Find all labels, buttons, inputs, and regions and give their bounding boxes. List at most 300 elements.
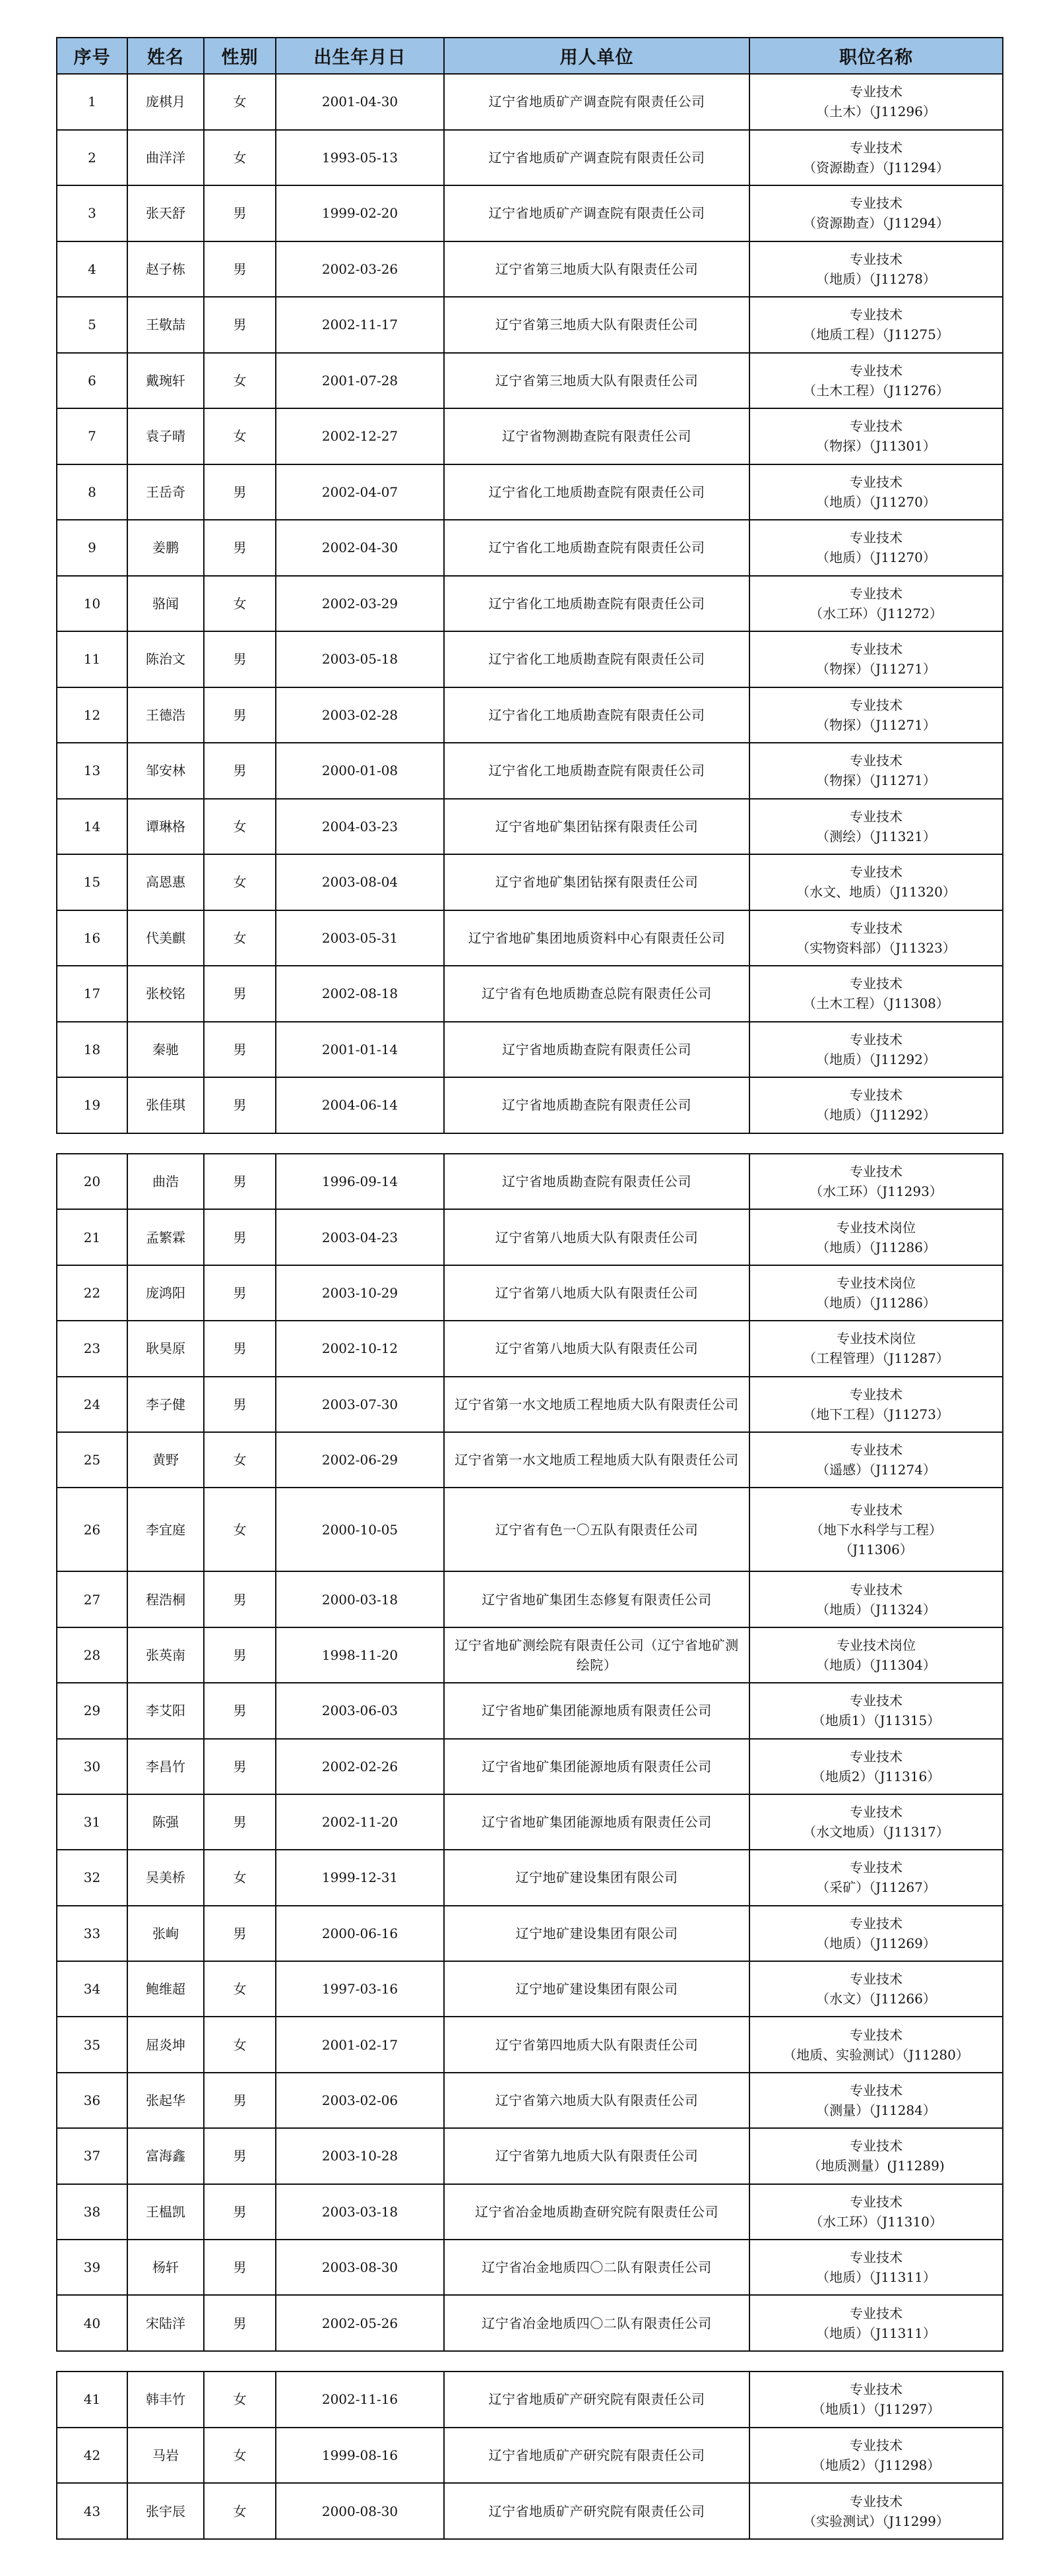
- position-title-line1: 专业技术: [850, 474, 903, 490]
- position-title-line1: 专业技术: [850, 753, 903, 769]
- cell-dob: 2001-02-17: [276, 2017, 444, 2072]
- cell-position: [749, 464, 1003, 520]
- position-title-line2: （工程管理）（J11287）: [803, 1350, 949, 1367]
- cell-dob: 2002-08-18: [276, 966, 444, 1022]
- cell-gender: 男: [204, 743, 276, 799]
- cell-gender: 男: [204, 1377, 276, 1432]
- position-title-line2: （地质、实验测试）（J11280）: [783, 2046, 969, 2063]
- position-title-line2: （地质2）（J11316）: [811, 1768, 941, 1784]
- table-body-section-1: [57, 74, 1003, 1133]
- cell-dob: 2003-05-31: [276, 910, 444, 966]
- cell-name: 秦驰: [127, 1022, 204, 1078]
- cell-dob: 2002-03-26: [276, 241, 444, 298]
- cell-gender: 男: [204, 1209, 276, 1265]
- table-row: [57, 799, 1003, 855]
- cell-position: [749, 576, 1003, 632]
- table-header-row: [57, 38, 1003, 74]
- cell-name: 程浩桐: [127, 1571, 204, 1627]
- table-row: [57, 2372, 1003, 2428]
- cell-no: 28: [57, 1627, 127, 1683]
- table-row: [57, 854, 1003, 910]
- cell-position: [749, 1265, 1003, 1321]
- table-row: [57, 2240, 1003, 2295]
- cell-position: [749, 854, 1003, 910]
- cell-position: [749, 910, 1003, 966]
- position-title-line1: 专业技术: [850, 1031, 903, 1048]
- cell-dob: 2003-06-03: [276, 1683, 444, 1738]
- cell-gender: 男: [204, 520, 276, 576]
- cell-dob: 1996-09-14: [276, 1154, 444, 1209]
- position-title-line1: 专业技术: [850, 530, 903, 546]
- cell-position: [749, 743, 1003, 799]
- cell-employer: 辽宁省第八地质大队有限责任公司: [444, 1209, 749, 1265]
- cell-employer: 辽宁省地质矿产调查院有限责任公司: [444, 130, 749, 186]
- cell-position: [749, 353, 1003, 409]
- cell-no: 35: [57, 2017, 127, 2072]
- cell-employer: 辽宁省化工地质勘查院有限责任公司: [444, 576, 749, 632]
- position-title-line1: 专业技术: [850, 195, 903, 212]
- cell-gender: 男: [204, 1906, 276, 1961]
- cell-dob: 2002-05-26: [276, 2295, 444, 2350]
- position-title-line1: 专业技术: [850, 2381, 903, 2398]
- cell-position: [749, 2017, 1003, 2072]
- position-title-line2: （地质）（J11311）: [816, 2269, 936, 2286]
- cell-no: 3: [57, 185, 127, 241]
- cell-employer: 辽宁省第八地质大队有限责任公司: [444, 1321, 749, 1376]
- cell-employer: 辽宁省第三地质大队有限责任公司: [444, 241, 749, 298]
- cell-gender: 女: [204, 74, 276, 130]
- cell-no: 17: [57, 966, 127, 1022]
- cell-name: 黄野: [127, 1432, 204, 1488]
- position-title-line2: （土木）（J11296）: [816, 104, 936, 120]
- table-row: [57, 1739, 1003, 1794]
- table-row: [57, 1154, 1003, 1209]
- position-title-line1: 专业技术: [850, 1748, 903, 1765]
- position-title-line1: 专业技术: [850, 2026, 903, 2043]
- cell-employer: 辽宁省第四地质大队有限责任公司: [444, 2017, 749, 2072]
- cell-name: 赵子栋: [127, 241, 204, 298]
- position-title-line1: 专业技术: [850, 1693, 903, 1709]
- cell-no: 7: [57, 408, 127, 464]
- cell-dob: 2001-04-30: [276, 74, 444, 130]
- cell-dob: 1993-05-13: [276, 130, 444, 186]
- cell-dob: 1997-03-16: [276, 1961, 444, 2017]
- cell-employer: 辽宁省地矿集团地质资料中心有限责任公司: [444, 910, 749, 966]
- position-title-line2: （地质）（J11270）: [816, 550, 936, 566]
- cell-name: 韩丰竹: [127, 2372, 204, 2428]
- table-body-section-2: [57, 1154, 1003, 2351]
- cell-no: 16: [57, 910, 127, 966]
- cell-name: 杨轩: [127, 2240, 204, 2295]
- cell-position: [749, 1739, 1003, 1794]
- cell-no: 18: [57, 1022, 127, 1078]
- column-header-gender: 性别: [204, 38, 276, 74]
- position-title-line1: 专业技术: [850, 2193, 903, 2210]
- position-title-line1: 专业技术: [850, 1087, 903, 1104]
- cell-dob: 2000-06-16: [276, 1906, 444, 1961]
- table-row: [57, 74, 1003, 130]
- cell-gender: 女: [204, 2372, 276, 2428]
- cell-employer: 辽宁省地矿集团钻探有限责任公司: [444, 799, 749, 855]
- cell-position: [749, 799, 1003, 855]
- cell-employer: 辽宁省地质勘查院有限责任公司: [444, 1022, 749, 1078]
- cell-position: [749, 520, 1003, 576]
- position-title-line2: （地下水科学与工程）: [810, 1521, 942, 1538]
- cell-position: [749, 1961, 1003, 2017]
- cell-no: 2: [57, 130, 127, 186]
- cell-name: 鲍维超: [127, 1961, 204, 2017]
- position-title-line2: （地质）（J11286）: [816, 1239, 936, 1255]
- cell-position: [749, 1321, 1003, 1376]
- cell-position: [749, 966, 1003, 1022]
- position-title-line2: （土木工程）（J11276）: [803, 382, 949, 398]
- cell-gender: 男: [204, 241, 276, 298]
- cell-gender: 男: [204, 1265, 276, 1321]
- position-title-line2: （地质）（J11292）: [816, 1051, 936, 1067]
- cell-no: 29: [57, 1683, 127, 1738]
- cell-no: 19: [57, 1077, 127, 1133]
- position-title-line1: 专业技术: [850, 1915, 903, 1932]
- cell-position: [749, 297, 1003, 353]
- cell-employer: 辽宁省化工地质勘查院有限责任公司: [444, 464, 749, 520]
- position-title-line2: （地质）（J11278）: [816, 270, 936, 287]
- cell-no: 37: [57, 2128, 127, 2183]
- cell-name: 代美麒: [127, 910, 204, 966]
- position-title-line2: （土木工程）（J11308）: [803, 995, 949, 1012]
- position-title-line2: （测量）（J11284）: [816, 2102, 936, 2119]
- position-title-line1: 专业技术: [850, 920, 903, 936]
- cell-employer: 辽宁省地质矿产研究院有限责任公司: [444, 2428, 749, 2484]
- cell-employer: 辽宁省第八地质大队有限责任公司: [444, 1265, 749, 1321]
- cell-gender: 男: [204, 297, 276, 353]
- cell-gender: 男: [204, 631, 276, 687]
- cell-position: [749, 130, 1003, 186]
- cell-employer: 辽宁省地矿测绘院有限责任公司（辽宁省地矿测绘院）: [444, 1627, 749, 1683]
- cell-employer: 辽宁省化工地质勘查院有限责任公司: [444, 687, 749, 743]
- table-row: [57, 910, 1003, 966]
- position-title-line1: 专业技术: [850, 139, 903, 156]
- cell-employer: 辽宁省地质矿产研究院有限责任公司: [444, 2372, 749, 2428]
- position-title-line1: 专业技术: [850, 362, 903, 379]
- position-title-line1: 专业技术: [850, 697, 903, 713]
- table-body-section-3: [57, 2372, 1003, 2539]
- cell-no: 36: [57, 2073, 127, 2128]
- cell-position: [749, 2240, 1003, 2295]
- cell-name: 屈炎坤: [127, 2017, 204, 2072]
- cell-no: 27: [57, 1571, 127, 1627]
- cell-dob: 2002-04-07: [276, 464, 444, 520]
- cell-position: [749, 2372, 1003, 2428]
- cell-gender: 男: [204, 687, 276, 743]
- cell-employer: 辽宁省冶金地质勘查研究院有限责任公司: [444, 2184, 749, 2240]
- cell-no: 32: [57, 1850, 127, 1905]
- cell-dob: 2004-03-23: [276, 799, 444, 855]
- cell-dob: 2000-03-18: [276, 1571, 444, 1627]
- cell-gender: 女: [204, 1488, 276, 1571]
- cell-name: 张校铭: [127, 966, 204, 1022]
- cell-name: 李昌竹: [127, 1739, 204, 1794]
- position-title-line1: 专业技术: [850, 2249, 903, 2266]
- cell-employer: 辽宁省化工地质勘查院有限责任公司: [444, 743, 749, 799]
- table-row: [57, 1683, 1003, 1738]
- cell-name: 马岩: [127, 2428, 204, 2484]
- position-title-line1: 专业技术岗位: [837, 1274, 916, 1291]
- table-row: [57, 2295, 1003, 2350]
- cell-name: 吴美桥: [127, 1850, 204, 1905]
- position-title-line1: 专业技术: [850, 585, 903, 602]
- cell-name: 张宇辰: [127, 2483, 204, 2539]
- cell-employer: 辽宁省有色一〇五队有限责任公司: [444, 1488, 749, 1571]
- position-title-line1: 专业技术: [850, 1164, 903, 1180]
- cell-dob: 2002-10-12: [276, 1321, 444, 1376]
- cell-dob: 1998-11-20: [276, 1627, 444, 1683]
- cell-dob: 1999-08-16: [276, 2428, 444, 2484]
- cell-employer: 辽宁省地质勘查院有限责任公司: [444, 1077, 749, 1133]
- cell-position: [749, 631, 1003, 687]
- cell-employer: 辽宁省第一水文地质工程地质大队有限责任公司: [444, 1377, 749, 1432]
- position-title-line2: （水工环）（J11310）: [809, 2213, 943, 2230]
- cell-position: [749, 1432, 1003, 1488]
- position-title-line2: （物探）（J11271）: [816, 772, 936, 789]
- cell-dob: 2003-10-29: [276, 1265, 444, 1321]
- cell-position: [749, 1906, 1003, 1961]
- cell-dob: 2003-08-30: [276, 2240, 444, 2295]
- cell-employer: 辽宁省物测勘查院有限责任公司: [444, 408, 749, 464]
- cell-position: [749, 1209, 1003, 1265]
- cell-dob: 2004-06-14: [276, 1077, 444, 1133]
- position-title-line1: 专业技术: [850, 976, 903, 992]
- cell-gender: 女: [204, 2483, 276, 2539]
- cell-dob: 2001-01-14: [276, 1022, 444, 1078]
- table-row: [57, 1571, 1003, 1627]
- cell-name: 姜鹏: [127, 520, 204, 576]
- column-header-no: 序号: [57, 38, 127, 74]
- cell-dob: 2002-12-27: [276, 408, 444, 464]
- cell-dob: 2000-10-05: [276, 1488, 444, 1571]
- cell-employer: 辽宁省冶金地质四〇二队有限责任公司: [444, 2295, 749, 2350]
- table-row: [57, 966, 1003, 1022]
- cell-position: [749, 1850, 1003, 1905]
- cell-position: [749, 1627, 1003, 1683]
- table-row: [57, 408, 1003, 464]
- cell-dob: 2000-01-08: [276, 743, 444, 799]
- cell-dob: 2003-08-04: [276, 854, 444, 910]
- cell-employer: 辽宁省有色地质勘查总院有限责任公司: [444, 966, 749, 1022]
- cell-no: 4: [57, 241, 127, 298]
- cell-name: 谭琳格: [127, 799, 204, 855]
- cell-employer: 辽宁地矿建设集团有限公司: [444, 1850, 749, 1905]
- cell-gender: 女: [204, 854, 276, 910]
- table-row: [57, 2128, 1003, 2183]
- cell-name: 陈强: [127, 1794, 204, 1850]
- cell-employer: 辽宁地矿建设集团有限公司: [444, 1906, 749, 1961]
- position-title-line3: （J11306）: [839, 1541, 913, 1557]
- position-title-line1: 专业技术: [850, 864, 903, 881]
- cell-no: 26: [57, 1488, 127, 1571]
- cell-dob: 2002-11-17: [276, 297, 444, 353]
- position-title-line2: （水文地质）（J11317）: [803, 1824, 949, 1840]
- staff-table-section-2: [56, 1153, 1003, 2352]
- table-row: [57, 1432, 1003, 1488]
- cell-name: 邹安林: [127, 743, 204, 799]
- cell-gender: 女: [204, 2017, 276, 2072]
- cell-name: 王敬喆: [127, 297, 204, 353]
- cell-dob: 1999-12-31: [276, 1850, 444, 1905]
- table-row: [57, 1265, 1003, 1321]
- cell-gender: 男: [204, 1683, 276, 1738]
- cell-employer: 辽宁省第九地质大队有限责任公司: [444, 2128, 749, 2183]
- cell-name: 张天舒: [127, 185, 204, 241]
- position-title-line2: （测绘）（J11321）: [816, 828, 936, 844]
- position-title-line2: （地质1）（J11315）: [811, 1712, 941, 1729]
- cell-no: 22: [57, 1265, 127, 1321]
- cell-gender: 女: [204, 1961, 276, 2017]
- cell-name: 袁子晴: [127, 408, 204, 464]
- position-title-line1: 专业技术: [850, 2305, 903, 2321]
- cell-employer: 辽宁省地矿集团能源地质有限责任公司: [444, 1794, 749, 1850]
- cell-employer: 辽宁省化工地质勘查院有限责任公司: [444, 631, 749, 687]
- cell-dob: 2002-06-29: [276, 1432, 444, 1488]
- cell-dob: 2003-07-30: [276, 1377, 444, 1432]
- cell-no: 13: [57, 743, 127, 799]
- position-title-line1: 专业技术: [850, 1804, 903, 1821]
- position-title-line2: （资源勘查）（J11294）: [803, 215, 949, 232]
- table-row: [57, 1627, 1003, 1683]
- cell-no: 43: [57, 2483, 127, 2539]
- cell-no: 21: [57, 1209, 127, 1265]
- cell-name: 李子健: [127, 1377, 204, 1432]
- cell-gender: 女: [204, 408, 276, 464]
- cell-position: [749, 1488, 1003, 1571]
- table-row: [57, 185, 1003, 241]
- table-row: [57, 464, 1003, 520]
- cell-dob: 2002-04-30: [276, 520, 444, 576]
- position-title-line1: 专业技术: [850, 418, 903, 435]
- cell-gender: 男: [204, 2240, 276, 2295]
- position-title-line2: （地质2）（J11298）: [811, 2457, 941, 2474]
- cell-no: 38: [57, 2184, 127, 2240]
- cell-gender: 男: [204, 1571, 276, 1627]
- cell-position: [749, 1377, 1003, 1432]
- cell-name: 张佳琪: [127, 1077, 204, 1133]
- cell-dob: 1999-02-20: [276, 185, 444, 241]
- position-title-line1: 专业技术: [850, 307, 903, 323]
- position-title-line2: （实物资料部）（J11323）: [796, 939, 956, 956]
- cell-employer: 辽宁省地质矿产研究院有限责任公司: [444, 2483, 749, 2539]
- position-title-line1: 专业技术岗位: [837, 1331, 916, 1347]
- position-title-line2: （资源勘查）（J11294）: [803, 159, 949, 175]
- position-title-line1: 专业技术: [850, 1501, 903, 1518]
- position-title-line2: （地下工程）（J11273）: [803, 1406, 949, 1422]
- table-row: [57, 1377, 1003, 1432]
- column-header-dob: 出生年月日: [276, 38, 444, 74]
- table-row: [57, 241, 1003, 298]
- table-row: [57, 2428, 1003, 2484]
- position-title-line1: 专业技术: [850, 251, 903, 267]
- cell-no: 12: [57, 687, 127, 743]
- cell-gender: 男: [204, 1739, 276, 1794]
- cell-name: 庞棋月: [127, 74, 204, 130]
- cell-gender: 女: [204, 799, 276, 855]
- position-title-line1: 专业技术: [850, 1581, 903, 1598]
- position-title-line2: （地质1）（J11297）: [811, 2401, 941, 2418]
- position-title-line1: 专业技术: [850, 2083, 903, 2099]
- column-header-position: 职位名称: [749, 38, 1003, 74]
- cell-position: [749, 1154, 1003, 1209]
- position-title-line2: （地质）（J11269）: [816, 1935, 936, 1951]
- cell-name: 张英南: [127, 1627, 204, 1683]
- cell-dob: 2002-11-20: [276, 1794, 444, 1850]
- table-row: [57, 687, 1003, 743]
- table-row: [57, 130, 1003, 186]
- cell-dob: 2003-02-28: [276, 687, 444, 743]
- cell-gender: 男: [204, 1077, 276, 1133]
- position-title-line1: 专业技术: [850, 84, 903, 100]
- position-title-line2: （地质）（J11286）: [816, 1294, 936, 1311]
- position-title-line1: 专业技术: [850, 2437, 903, 2454]
- cell-position: [749, 2295, 1003, 2350]
- position-title-line2: （地质）（J11311）: [816, 2325, 936, 2341]
- position-title-line2: （地质）（J11292）: [816, 1107, 936, 1123]
- staff-table-section-1: [56, 37, 1003, 1134]
- cell-employer: 辽宁省地矿集团能源地质有限责任公司: [444, 1739, 749, 1794]
- position-title-line2: （实验测试）（J11299）: [803, 2513, 949, 2529]
- cell-gender: 女: [204, 130, 276, 186]
- cell-dob: 2003-04-23: [276, 1209, 444, 1265]
- cell-no: 39: [57, 2240, 127, 2295]
- position-title-line2: （遥感）（J11274）: [816, 1462, 936, 1478]
- cell-name: 王岳奇: [127, 464, 204, 520]
- cell-no: 5: [57, 297, 127, 353]
- cell-gender: 男: [204, 966, 276, 1022]
- cell-position: [749, 2483, 1003, 2539]
- cell-name: 孟繁霖: [127, 1209, 204, 1265]
- cell-employer: 辽宁省地矿集团钻探有限责任公司: [444, 854, 749, 910]
- table-row: [57, 1488, 1003, 1571]
- cell-name: 高恩惠: [127, 854, 204, 910]
- cell-dob: 2002-11-16: [276, 2372, 444, 2428]
- position-title-line1: 专业技术: [850, 2493, 903, 2509]
- position-title-line2: （物探）（J11271）: [816, 716, 936, 733]
- cell-no: 30: [57, 1739, 127, 1794]
- cell-no: 1: [57, 74, 127, 130]
- cell-employer: 辽宁省第三地质大队有限责任公司: [444, 297, 749, 353]
- cell-position: [749, 2184, 1003, 2240]
- cell-gender: 女: [204, 1850, 276, 1905]
- cell-gender: 女: [204, 353, 276, 409]
- position-title-line1: 专业技术: [850, 1971, 903, 1988]
- cell-name: 戴琬轩: [127, 353, 204, 409]
- cell-position: [749, 687, 1003, 743]
- table-row: [57, 1850, 1003, 1905]
- column-header-employer: 用人单位: [444, 38, 749, 74]
- position-title-line2: （水工环）（J11293）: [809, 1183, 943, 1200]
- cell-name: 宋陆洋: [127, 2295, 204, 2350]
- position-title-line2: （水文、地质）（J11320）: [796, 884, 956, 900]
- position-title-line2: （水工环）（J11272）: [809, 605, 943, 621]
- cell-employer: 辽宁省化工地质勘查院有限责任公司: [444, 520, 749, 576]
- cell-name: 富海鑫: [127, 2128, 204, 2183]
- table-row: [57, 1209, 1003, 1265]
- cell-name: 耿昊原: [127, 1321, 204, 1376]
- position-title-line2: （地质）（J11270）: [816, 493, 936, 510]
- cell-name: 曲洋洋: [127, 130, 204, 186]
- cell-position: [749, 2128, 1003, 2183]
- position-title-line2: （物探）（J11271）: [816, 661, 936, 677]
- cell-gender: 男: [204, 1154, 276, 1209]
- position-title-line1: 专业技术岗位: [837, 1219, 916, 1236]
- cell-employer: 辽宁省第六地质大队有限责任公司: [444, 2073, 749, 2128]
